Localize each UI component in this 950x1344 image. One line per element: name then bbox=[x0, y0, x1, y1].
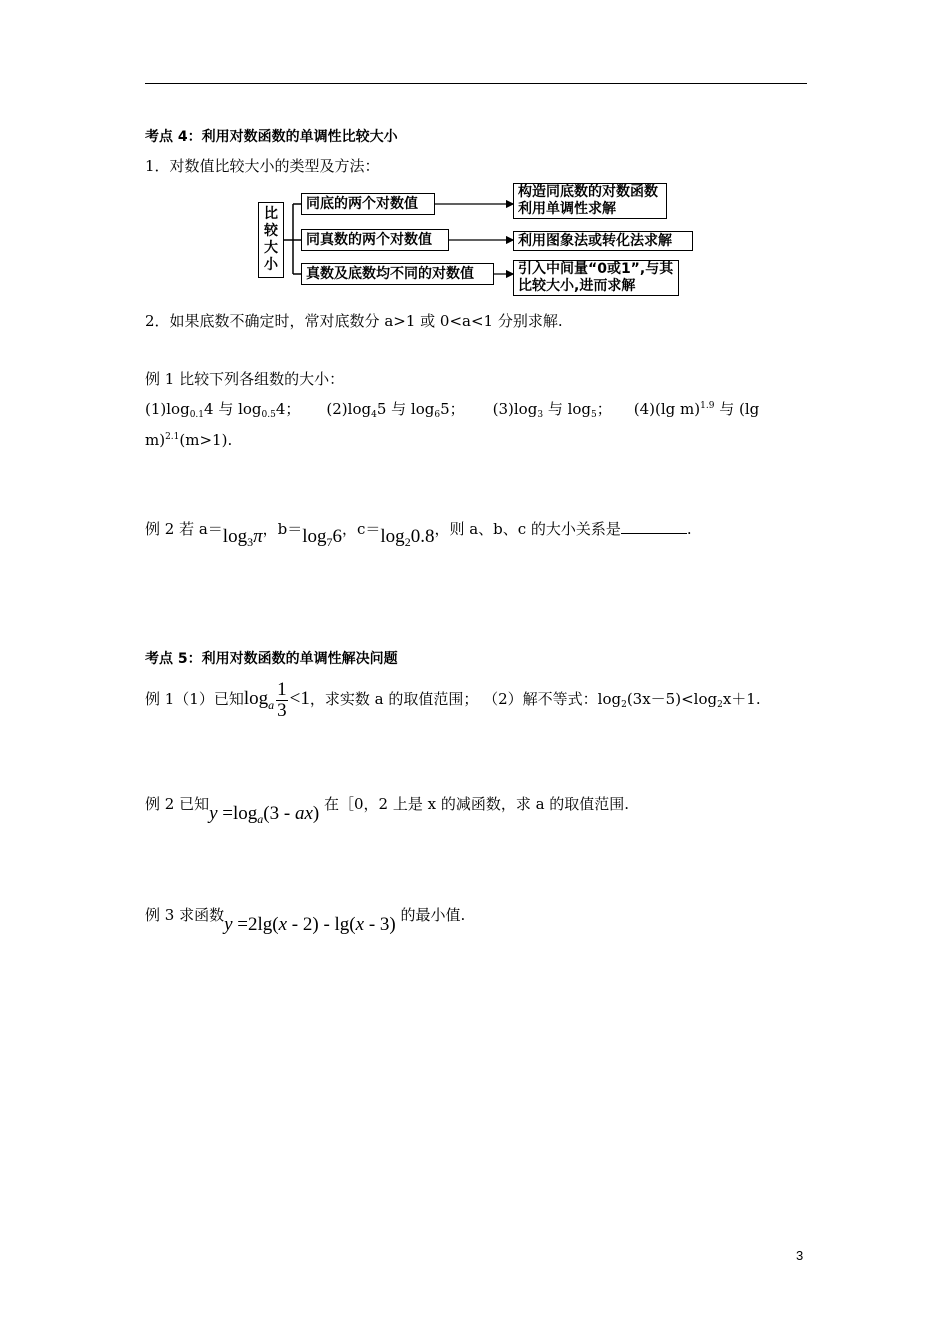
section-5-example-1 bbox=[145, 678, 761, 726]
example-2-suffix: ，则 a、b、c 的大小关系是 bbox=[434, 520, 621, 538]
log-argument: π bbox=[253, 526, 263, 547]
diagram-method-line: 构造同底数的对数函数 bbox=[518, 184, 658, 200]
section-5-title: 考点 5：利用对数函数的单调性解决问题 bbox=[145, 651, 398, 667]
diagram-method-1 bbox=[513, 183, 667, 219]
section-5-example-2 bbox=[145, 787, 630, 826]
example-1-title: 例 1 比较下列各组数的大小： bbox=[145, 370, 345, 388]
example-text: (3x－5)<log bbox=[626, 690, 718, 708]
example-prefix: 例 2 已知 bbox=[145, 795, 210, 813]
var-y: y bbox=[209, 803, 218, 824]
equals-log: =log bbox=[217, 803, 258, 824]
diagram-root-char: 小 bbox=[264, 257, 278, 273]
log: log bbox=[222, 526, 248, 547]
diagram-case-same-base: 同底的两个对数值 bbox=[301, 193, 435, 215]
diagram-case-same-argument: 同真数的两个对数值 bbox=[301, 229, 449, 251]
example-suffix: 在［0，2 上是 x 的减函数，求 a 的取值范围. bbox=[319, 795, 630, 813]
diagram-method-line: 引入中间量“0或1”,与其 bbox=[518, 261, 674, 277]
part-4: (4)(lg m) bbox=[633, 400, 701, 418]
log-base: 7 bbox=[326, 535, 333, 549]
diagram-root-char: 较 bbox=[264, 223, 278, 239]
log: log bbox=[302, 526, 327, 547]
separator: ，b＝ bbox=[262, 520, 303, 538]
formula-log-function bbox=[209, 803, 320, 826]
diagram-method-line: 比较大小,进而求解 bbox=[518, 278, 636, 294]
log-base: a bbox=[268, 698, 275, 712]
example-prefix: 例 3 求函数 bbox=[145, 906, 225, 924]
diagram-root-char: 大 bbox=[264, 240, 278, 256]
header-rule bbox=[145, 83, 807, 84]
period: . bbox=[686, 520, 692, 538]
log: log bbox=[243, 688, 269, 709]
formula-part: - 3) bbox=[364, 914, 396, 935]
subscript: 3 bbox=[537, 410, 544, 420]
diagram-method-2: 利用图象法或转化法求解 bbox=[513, 231, 693, 251]
example-prefix: 例 1（1）已知 bbox=[145, 690, 244, 708]
log-base: 3 bbox=[247, 535, 254, 549]
fraction-one-third bbox=[276, 680, 288, 721]
part-1: 4 与 log bbox=[204, 400, 262, 418]
example-1-parts-line2 bbox=[145, 427, 232, 450]
subscript: 2 bbox=[717, 700, 723, 710]
subscript: 0.1 bbox=[189, 410, 205, 420]
part-4: 与 (lg bbox=[714, 400, 760, 418]
part-4-cont: m) bbox=[145, 431, 166, 449]
section-4-item-1: 1．对数值比较大小的类型及方法： bbox=[145, 157, 380, 175]
example-1-parts-line1 bbox=[145, 396, 759, 425]
subscript: 4 bbox=[371, 410, 377, 420]
part-3: ； bbox=[596, 400, 612, 418]
subscript: 0.5 bbox=[261, 410, 276, 420]
diagram-case-both-different: 真数及底数均不同的对数值 bbox=[301, 263, 494, 285]
example-text: x＋1. bbox=[722, 690, 761, 708]
subscript: 5 bbox=[591, 410, 597, 420]
var-x: x bbox=[278, 914, 288, 935]
part-4-cont: (m>1). bbox=[179, 431, 233, 449]
example-suffix: 的最小值. bbox=[395, 906, 466, 924]
section-4-item-2: 2．如果底数不确定时，常对底数分 a>1 或 0<a<1 分别求解. bbox=[145, 312, 563, 330]
section-4-title: 考点 4：利用对数函数的单调性比较大小 bbox=[145, 129, 398, 145]
log-argument: 0.8 bbox=[410, 526, 435, 547]
diagram-root-box bbox=[258, 202, 284, 278]
diagram-root-char: 比 bbox=[264, 206, 278, 222]
formula-lg-function bbox=[224, 916, 396, 934]
var-x: x bbox=[355, 914, 365, 935]
superscript: 2.1 bbox=[165, 432, 180, 442]
diagram-method-3 bbox=[513, 260, 679, 296]
subscript: 6 bbox=[434, 410, 441, 420]
log-argument: 6 bbox=[332, 526, 342, 547]
example-text: ，求实数 a 的取值范围； （2）解不等式：log bbox=[309, 690, 622, 708]
page-number: 3 bbox=[796, 1248, 804, 1263]
example-2 bbox=[145, 512, 692, 547]
log-base: 2 bbox=[404, 535, 411, 549]
log: log bbox=[380, 526, 405, 547]
log-argument: ) bbox=[312, 803, 320, 824]
part-2: (2)log bbox=[326, 400, 372, 418]
log-argument: ax bbox=[294, 803, 313, 824]
section-5-example-3 bbox=[145, 898, 466, 935]
formula-part: - 2) - lg( bbox=[287, 914, 356, 935]
part-3: 与 log bbox=[543, 400, 592, 418]
separator: ，c＝ bbox=[342, 520, 381, 538]
comparison-diagram bbox=[253, 180, 693, 300]
part-2: 5； bbox=[440, 400, 465, 418]
part-3: (3)log bbox=[492, 400, 538, 418]
formula-part: =2lg( bbox=[232, 914, 279, 935]
answer-blank bbox=[621, 519, 687, 534]
subscript: 2 bbox=[621, 700, 627, 710]
example-2-prefix: 例 2 若 a＝ bbox=[145, 520, 223, 538]
part-1: 4； bbox=[275, 400, 301, 418]
formula-b bbox=[302, 526, 342, 547]
part-1: (1)log bbox=[145, 400, 190, 418]
part-2: 5 与 log bbox=[376, 400, 435, 418]
log-base: a bbox=[257, 812, 264, 826]
var-y: y bbox=[224, 914, 233, 935]
diagram-method-line: 利用单调性求解 bbox=[518, 201, 616, 217]
denominator: 3 bbox=[277, 699, 287, 721]
numerator: 1 bbox=[277, 678, 287, 700]
formula-c bbox=[380, 526, 434, 547]
superscript: 1.9 bbox=[700, 401, 715, 411]
inequality: <1 bbox=[289, 688, 310, 709]
log-argument: (3 - bbox=[263, 803, 295, 824]
formula-a bbox=[223, 526, 263, 547]
